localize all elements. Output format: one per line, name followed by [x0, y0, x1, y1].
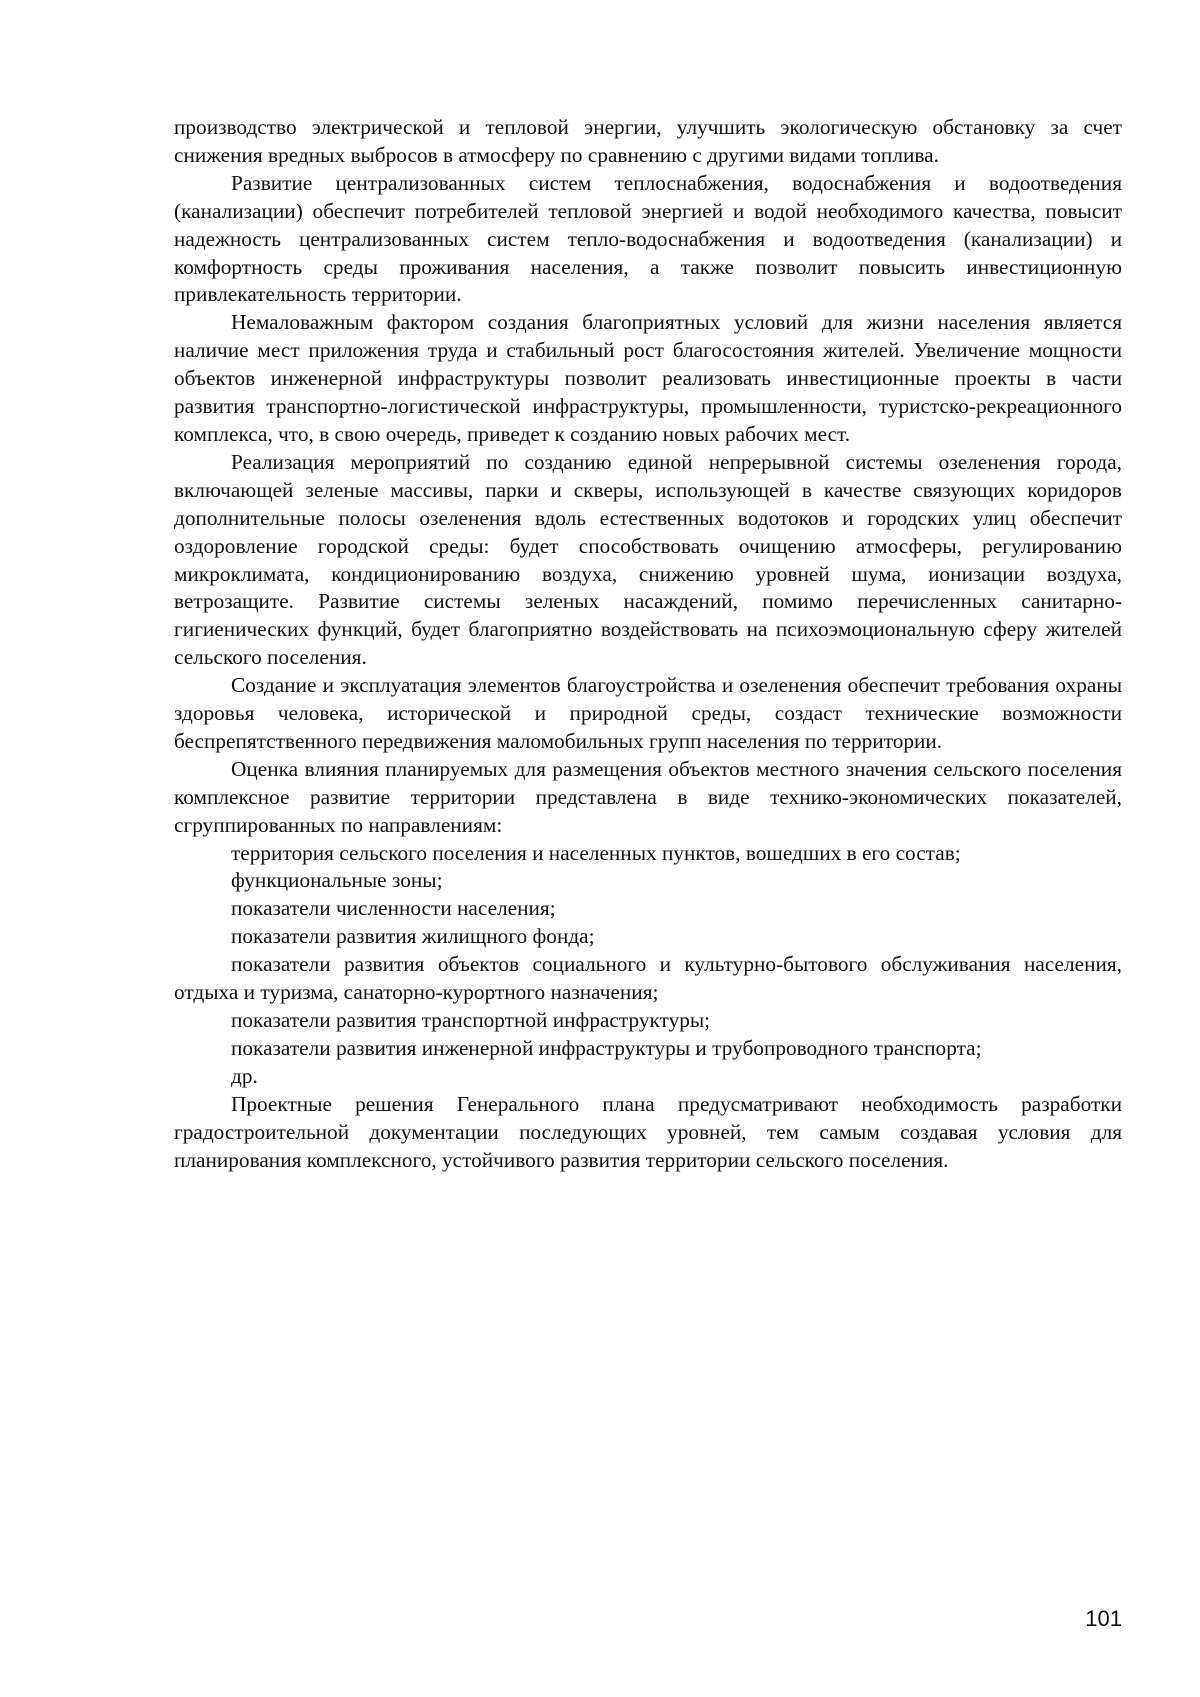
paragraph-utilities-development: Развитие централизованных систем теплоснабжения, водоснабжения и водоотведения (канализации) обеспечит потребителей тепловой энергией и водой необходимого качества, повысит надежность централизованных систем тепло-водоснабжения и водоотведения (канализации) и комфортность среды проживания населения, а также позволит повысить инвестиционную привлекательность территории. — [174, 170, 1122, 307]
paragraph-employment: Немаловажным фактором создания благоприятных условий для жизни населения является наличие мест приложения труда и стабильный рост благосостояния жителей. Увеличение мощности объектов инженерной инфраструктуры позволит реализовать инвестиционные проекты в части развития транспортно-логистической инфраструктуры, промышленности, туристско-рекреационного комплекса, что, в свою очередь, приведет к созданию новых рабочих мест. — [174, 310, 1122, 446]
paragraph-closing: Проектные решения Генерального плана предусматривают необходимость разработки градостроительной документации последующих уровней, тем самым создавая условия для планирования комплексного, устойчивого развития территории сельского поселения. — [174, 1091, 1122, 1172]
list-item: территория сельского поселения и населенных пунктов, вошедших в его состав; — [231, 840, 961, 865]
paragraph-landscaping: Создание и эксплуатация элементов благоустройства и озеленения обеспечит требования охраны здоровья человека, исторической и природной среды, создаст технические возможности беспрепятственного передвижения маломобильных групп населения по территории. — [174, 673, 1122, 753]
list-item: показатели развития жилищного фонда; — [231, 924, 595, 949]
page-number: 101 — [1085, 1606, 1122, 1631]
list-item: показатели развития объектов социального и культурно-бытового обслуживания населения, отдыха и туризма, санаторно-курортного назначения; — [174, 952, 1122, 1005]
list-item: показатели численности населения; — [231, 896, 556, 921]
list-item: др. — [231, 1063, 258, 1088]
list-item: показатели развития инженерной инфраструктуры и трубопроводного транспорта; — [231, 1035, 982, 1060]
paragraph-greening: Реализация мероприятий по созданию единой непрерывной системы озеленения города, включающей зеленые массивы, парки и скверы, использующей в качестве связующих коридоров дополнительные полосы озеленения вдоль естественных водотоков и городских улиц обеспечит оздоровление городской среды: будет способствовать очищению атмосферы, регулированию микроклимата, кондиционированию воздуха, снижению уровней шума, ионизации воздуха, ветрозащите. Развитие системы зеленых насаждений, помимо перечисленных санитарно-гигиенических функций, будет благоприятно воздействовать на психоэмоциональную сферу жителей сельского поселения. — [174, 449, 1122, 670]
document-body — [174, 114, 1122, 1174]
paragraph-continuation: производство электрической и тепловой энергии, улучшить экологическую обстановку за счет снижения вредных выбросов в атмосферу по сравнению с другими видами топлива. — [174, 115, 1122, 167]
list-item: показатели развития транспортной инфраструктуры; — [231, 1008, 711, 1032]
paragraph-impact-assessment: Оценка влияния планируемых для размещения объектов местного значения сельского поселения комплексное развитие территории представлена в виде технико-экономических показателей, сгруппированных по направлениям: — [174, 756, 1122, 837]
list-item: функциональные зоны; — [231, 868, 443, 893]
